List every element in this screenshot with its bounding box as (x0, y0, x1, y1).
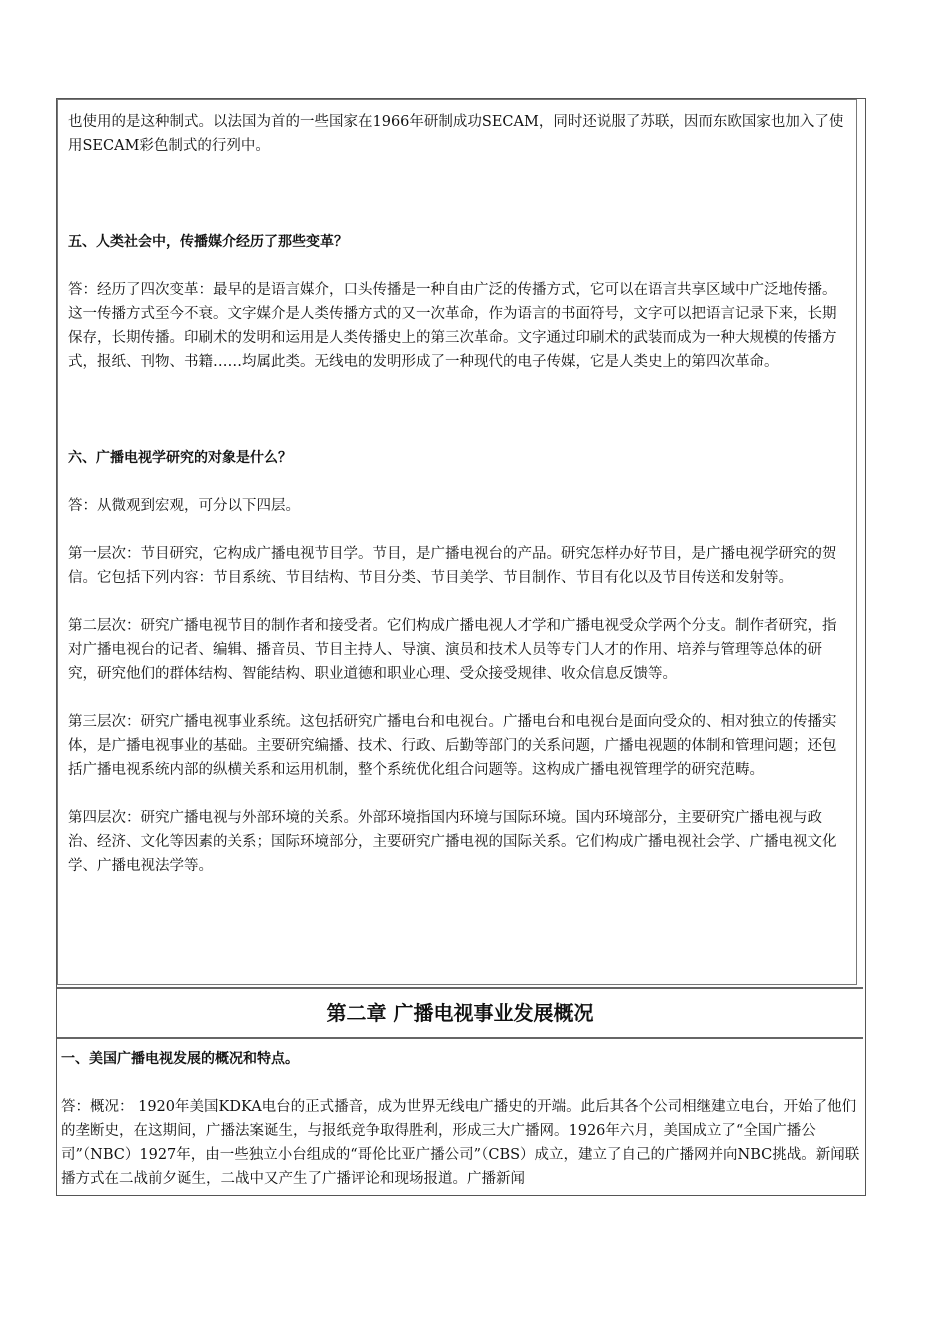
document-table (56, 98, 866, 1196)
question-5-heading: 五、人类社会中，传播媒介经历了那些变革？ (68, 234, 348, 250)
chapter-2-question-1-answer: 答：概况： 1920年美国KDKA电台的正式播音，成为世界无线电广播史的开端。此后其各个公司相继建立电台，开始了他们的垄断史，在这期间，广播法案诞生，与报纸竞争取得胜利，形成三大广播网。1926年六月，美国成立了“全国广播公司”（NBC）1927年，由一些独立小台组成的“哥伦比亚广播公司”（CBS）成立，建立了自己的广播网并向NBC挑战。新闻联播方式在二战前夕诞生，二战中又产生了广播评论和现场报道。广播新闻 (61, 1099, 860, 1187)
chapter-content-cell (57, 1041, 863, 1195)
question-6-level-2: 第二层次：研究广播电视节目的制作者和接受者。它们构成广播电视人才学和广播电视受众学两个分支。制作者研究，指对广播电视台的记者、编辑、播音员、节目主持人、导演、演员和技术人员等专门人才的作用、培养与管理等总体的研究，研究他们的群体结构、智能结构、职业道德和职业心理、受众接受规律、收众信息反馈等。 (68, 618, 837, 682)
paragraph-intro-continued: 也使用的是这种制式。以法国为首的一些国家在1966年研制成功SECAM，同时还说服了苏联，因而东欧国家也加入了使用SECAM彩色制式的行列中。 (68, 114, 844, 154)
chapter-2-question-1-heading: 一、美国广播电视发展的概况和特点。 (61, 1051, 299, 1067)
question-6-level-1: 第一层次：节目研究，它构成广播电视节目学。节目，是广播电视台的产品。研究怎样办好节目，是广播电视学研究的贺信。它包括下列内容：节目系统、节目结构、节目分类、节目美学、节目制作、节目有化以及节目传送和发射等。 (68, 546, 837, 586)
question-6-heading: 六、广播电视学研究的对象是什么？ (68, 450, 292, 466)
question-6-answer-intro: 答：从微观到宏观，可分以下四层。 (68, 498, 300, 514)
chapter-title: 第二章 广播电视事业发展概况 (57, 987, 863, 1039)
question-6-level-3: 第三层次：研究广播电视事业系统。这包括研究广播电台和电视台。广播电台和电视台是面向受众的、相对独立的传播实体，是广播电视事业的基础。主要研究编播、技术、行政、后勤等部门的关系问题，广播电视题的体制和管理问题；还包括广播电视系统内部的纵横关系和运用机制，整个系统优化组合问题等。这构成广播电视管理学的研究范畴。 (68, 714, 837, 778)
content-cell (57, 99, 857, 985)
question-5-answer: 答：经历了四次变革：最早的是语言媒介，口头传播是一种自由广泛的传播方式，它可以在语言共享区域中广泛地传播。这一传播方式至今不衰。文字媒介是人类传播方式的又一次革命，作为语言的书面符号，文字可以把语言记录下来，长期保存，长期传播。印刷术的发明和运用是人类传播史上的第三次革命。文字通过印刷术的武装而成为一种大规模的传播方式，报纸、刊物、书籍……均属此类。无线电的发明形成了一种现代的电子传媒，它是人类史上的第四次革命。 (68, 282, 837, 370)
question-6-level-4: 第四层次：研究广播电视与外部环境的关系。外部环境指国内环境与国际环境。国内环境部分，主要研究广播电视与政治、经济、文化等因素的关系；国际环境部分，主要研究广播电视的国际关系。它们构成广播电视社会学、广播电视文化学、广播电视法学等。 (68, 810, 837, 874)
